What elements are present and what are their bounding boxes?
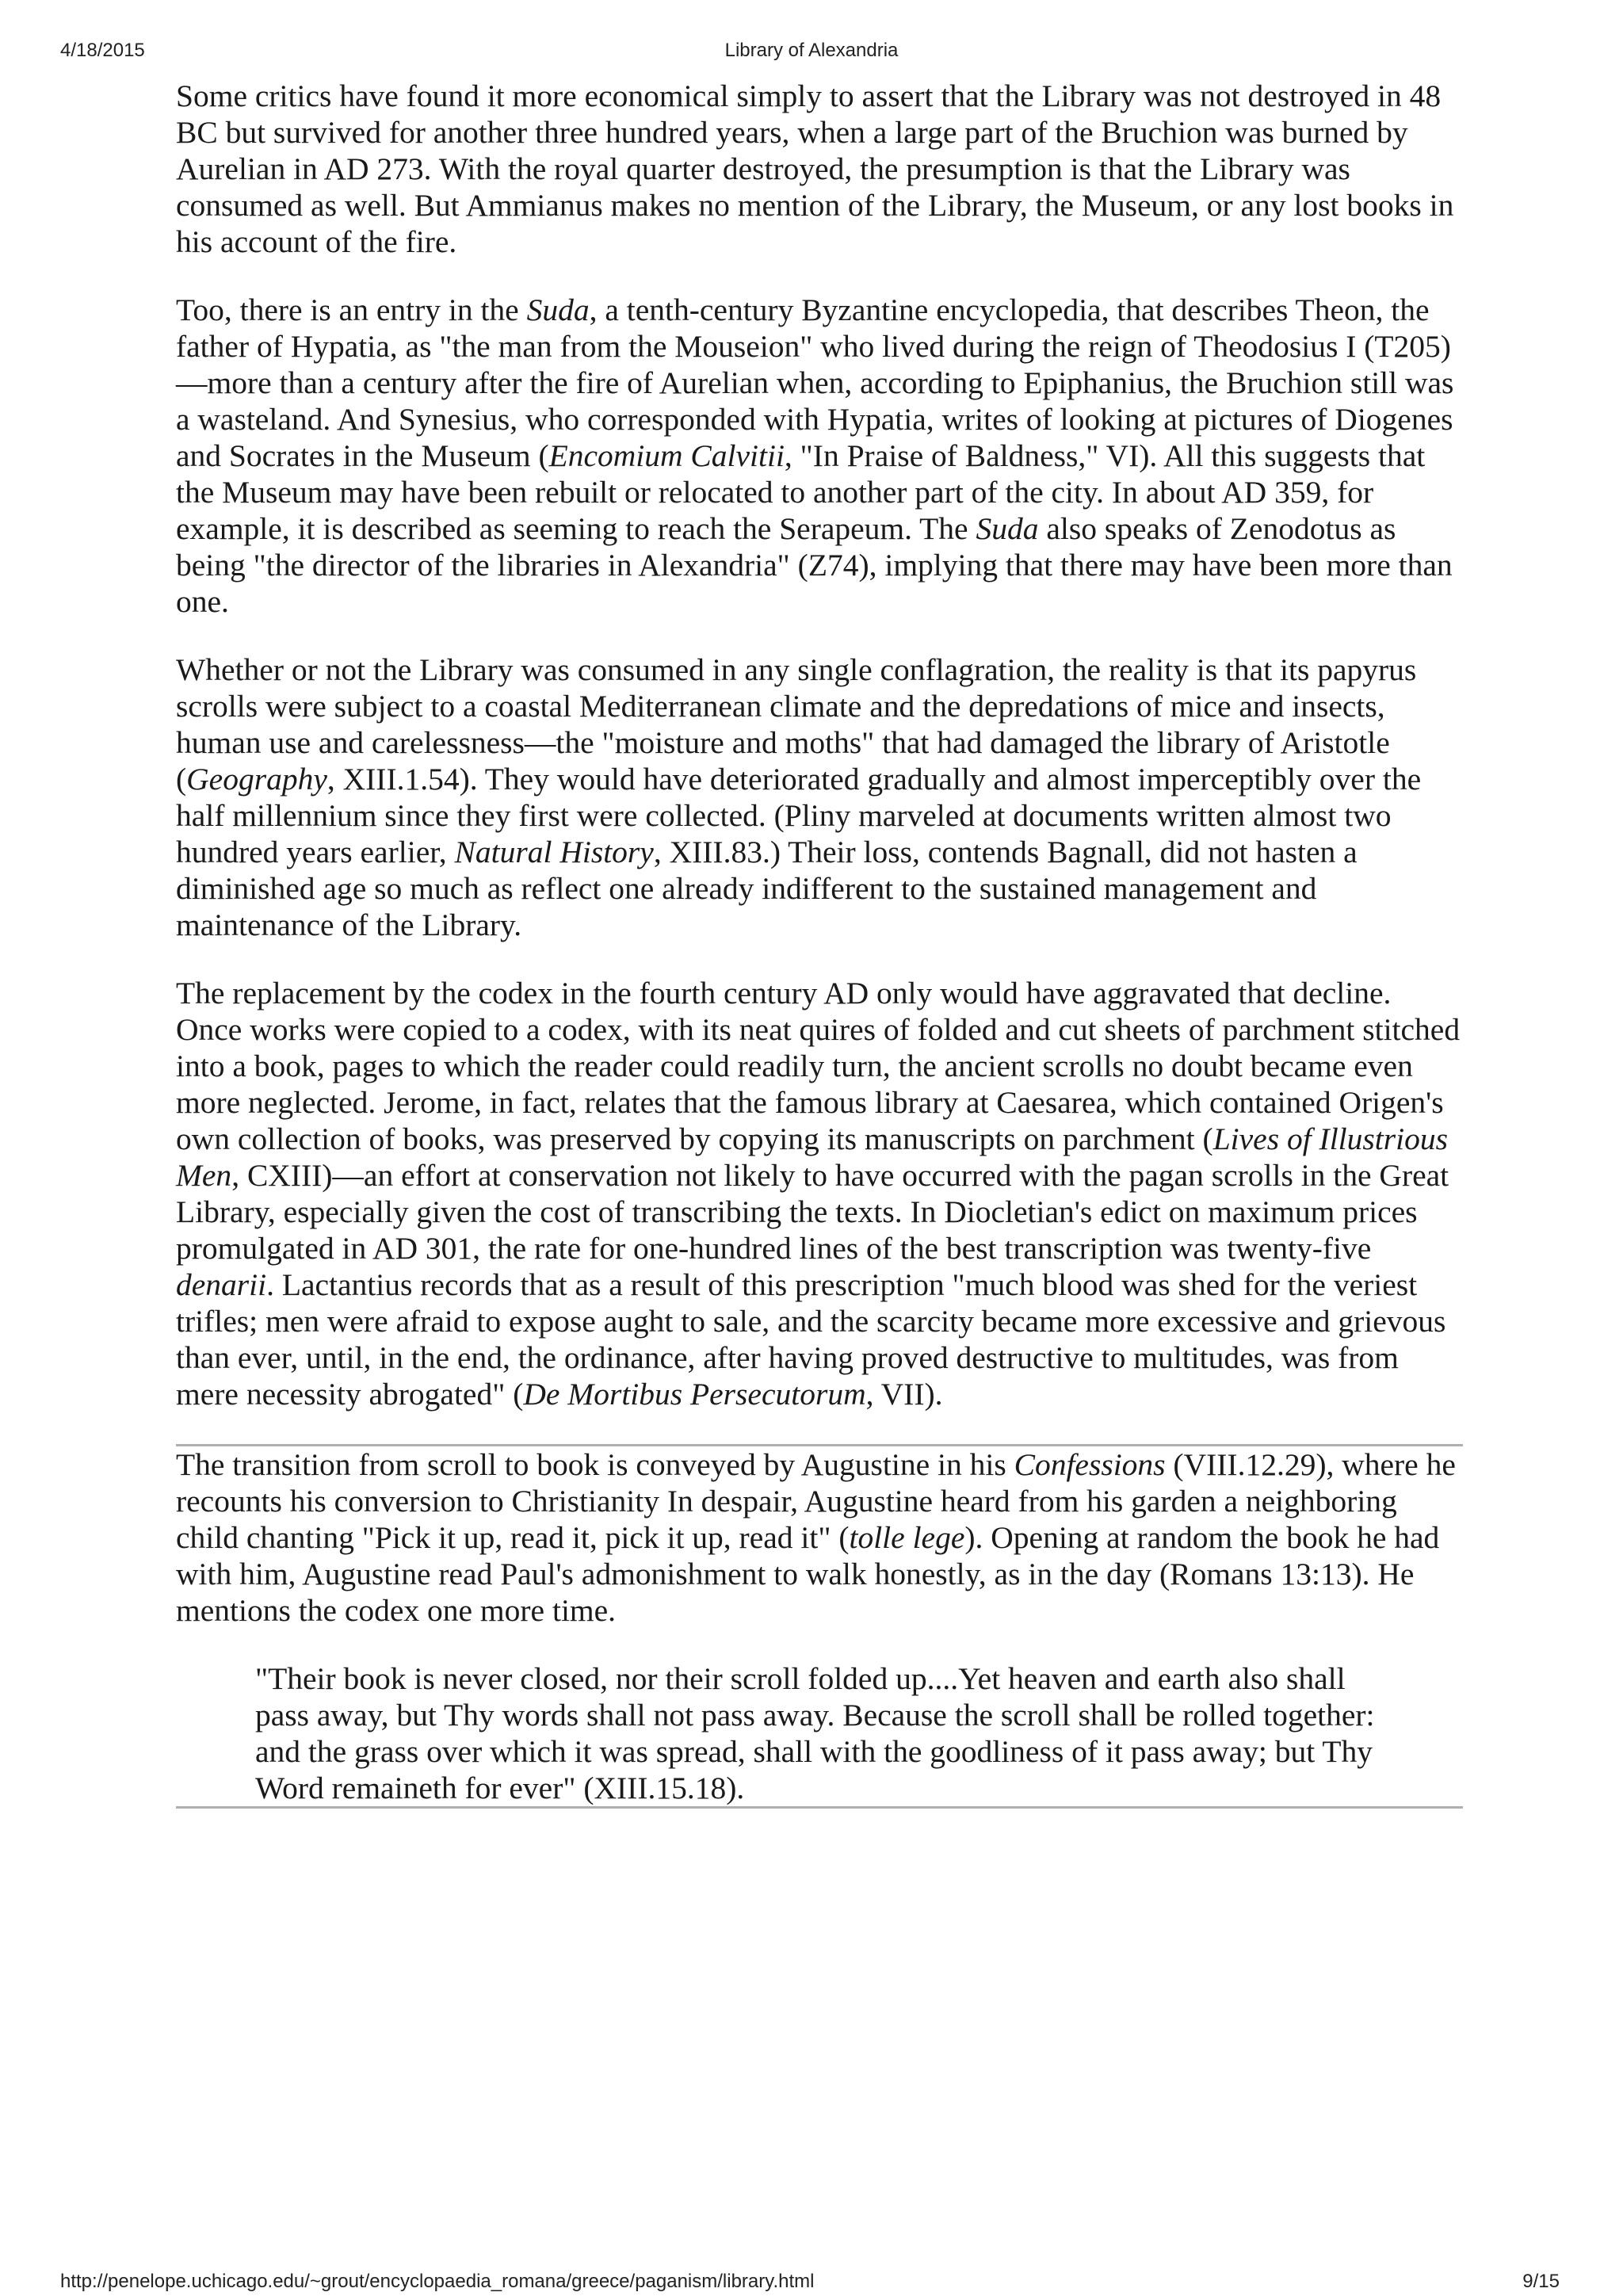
paragraph-3: Whether or not the Library was consumed in any single conflagration, the reality is that its papyrus scrolls were subject to a coastal Mediterranean climate and the depredations of mice and insects, human use and carelessness—the "moisture and moths" that had damaged the library of Aristotle (Geography, XIII.1.54). They would have deteriorated gradually and almost imperceptibly over the half millennium since they first were collected. (Pliny marveled at documents written almost two hundred years earlier, Natural History, XIII.83.) Their loss, contends Bagnall, did not hasten a diminished age so much as reflect one already indifferent to the sustained management and maintenance of the Library. [176,652,1422,942]
italic-term: denarii [176,1267,267,1302]
page-title: Library of Alexandria [724,40,899,61]
page-url: http://penelope.uchicago.edu/~grout/encyclopaedia_romana/greece/paganism/library.html [60,2271,815,2292]
italic-title: Geography [186,762,327,797]
italic-term: tolle lege [849,1520,965,1555]
print-date: 4/18/2015 [60,40,145,61]
print-footer [0,2271,1623,2296]
paragraph-2: Too, there is an entry in the Suda, a tenth-century Byzantine encyclopedia, that describes Theon, the father of Hypatia, as "the man from the Mouseion" who lived during the reign of Theodosius I (T205)—more than a century after the fire of Aurelian when, according to Epiphanius, the Bruchion still was a wasteland. And Synesius, who corresponded with Hypatia, writes of looking at pictures of Diogenes and Socrates in the Museum (Encomium Calvitii, "In Praise of Baldness," VI). All this suggests that the Museum may have been rebuilt or relocated to another part of the city. In about AD 359, for example, it is described as seeming to reach the Serapeum. The Suda also speaks of Zenodotus as being "the director of the libraries in Alexandria" (Z74), implying that there may have been more than one. [176,292,1454,619]
italic-title: Suda [976,511,1039,546]
print-header [0,40,1623,65]
block-quote: "Their book is never closed, nor their scroll folded up....Yet heaven and earth also shall pass away, but Thy words shall not pass away. Because the scroll shall be rolled together: and the grass over which it was spread, shall with the goodliness of it pass away; but Thy Word remaineth for ever" (XIII.15.18). [255,1661,1375,1805]
paragraph-1: Some critics have found it more economical simply to assert that the Library was not destroyed in 48 BC but survived for another three hundred years, when a large part of the Bruchion was burned by Aurelian in AD 273. With the royal quarter destroyed, the presumption is that the Library was consumed as well. But Ammianus makes no mention of the Library, the Museum, or any lost books in his account of the fire. [176,78,1454,259]
italic-title: Encomium Calvitii [548,438,785,473]
article-body [176,78,1463,1809]
italic-title: Natural History [454,835,654,869]
page-number: 9/15 [1522,2271,1560,2292]
italic-title: Suda [526,292,590,327]
paragraph-4: The replacement by the codex in the fourth century AD only would have aggravated that decline. Once works were copied to a codex, with its neat quires of folded and cut sheets of parchment stitched into a book, pages to which the reader could readily turn, the ancient scrolls no doubt became even more neglected. Jerome, in fact, relates that the famous library at Caesarea, which contained Origen's own collection of books, was preserved by copying its manuscripts on parchment (Lives of Illustrious Men, CXIII)—an effort at conservation not likely to have occurred with the pagan scrolls in the Great Library, especially given the cost of transcribing the texts. In Diocletian's edict on maximum prices promulgated in AD 301, the rate for one-hundred lines of the best transcription was twenty-five denarii. Lactantius records that as a result of this prescription "much blood was shed for the veriest trifles; men were afraid to expose aught to sale, and the scarcity became more excessive and grievous than ever, until, in the end, the ordinance, after having proved destructive to multitudes, was from mere necessity abrogated" (De Mortibus Persecutorum, VII). [176,976,1461,1412]
section-divider [176,1806,1463,1809]
italic-title: De Mortibus Persecutorum [523,1377,866,1412]
paragraph-5: The transition from scroll to book is conveyed by Augustine in his Confessions (VIII.12.29), where he recounts his conversion to Christianity In despair, Augustine heard from his garden a neighboring child chanting "Pick it up, read it, pick it up, read it" (tolle lege). Opening at random the book he had with him, Augustine read Paul's admonishment to walk honestly, as in the day (Romans 13:13). He mentions the codex one more time. [176,1447,1456,1628]
italic-title: Lives of Illustrious Men [176,1121,1448,1193]
italic-title: Confessions [1014,1447,1166,1482]
